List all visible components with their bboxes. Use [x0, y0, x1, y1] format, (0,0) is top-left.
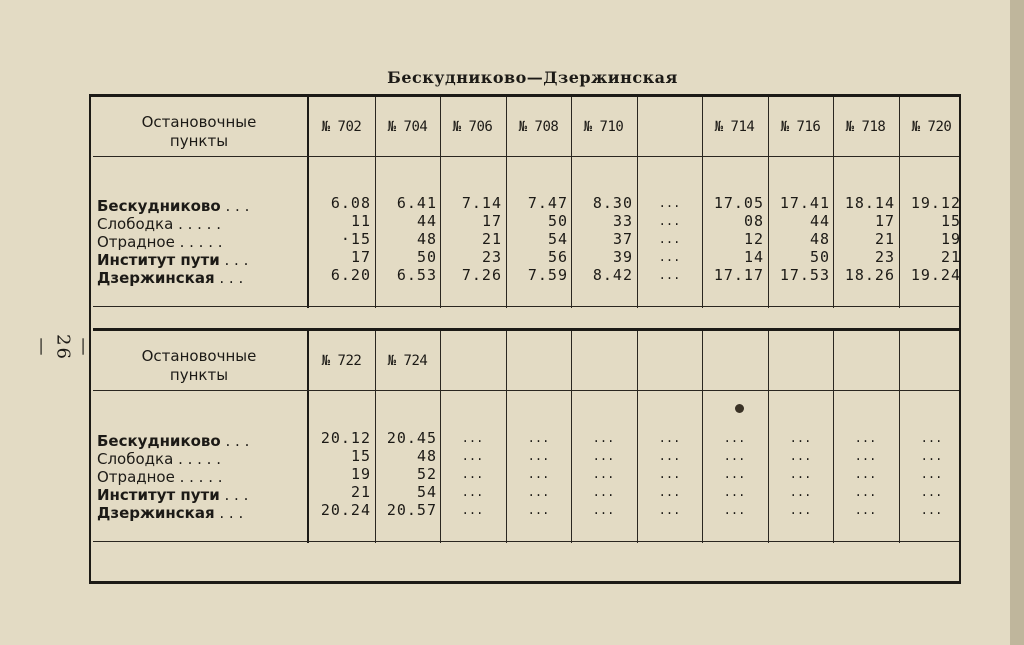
train-number: № 710 — [583, 119, 624, 135]
departure-time: 08 — [743, 212, 764, 230]
filler-dots: ... — [658, 449, 681, 463]
filler-dots: ... — [789, 503, 812, 517]
station-dots: . . . — [220, 197, 250, 215]
station-dots: . . . . . — [173, 450, 221, 468]
station-row — [97, 450, 307, 468]
stops-header-line2: пункты — [169, 366, 229, 384]
station-row — [97, 215, 307, 233]
filler-dots: ... — [789, 485, 812, 499]
departure-time: 8.30 — [592, 194, 633, 212]
departure-time: 15 — [940, 212, 961, 230]
departure-time: 54 — [416, 483, 437, 501]
train-number: № 714 — [714, 119, 755, 135]
train-number: № 716 — [780, 119, 821, 135]
filler-dots: ... — [789, 467, 812, 481]
departure-time: 8.42 — [592, 266, 633, 284]
filler-dots: ... — [461, 431, 484, 445]
filler-dots: ... — [592, 431, 615, 445]
time-column — [375, 194, 437, 284]
departure-time: 7.47 — [527, 194, 568, 212]
filler-dots: ... — [920, 503, 943, 517]
filler-dots: ... — [854, 503, 877, 517]
station-name: Бескудниково — [97, 197, 221, 215]
header-rule-1 — [93, 156, 959, 157]
departure-time: 18.26 — [844, 266, 895, 284]
page-title: Бескудниково—Дзержинская — [387, 68, 678, 87]
filler-dots: ... — [658, 467, 681, 481]
train-number: № 724 — [387, 353, 428, 369]
departure-time: 17 — [350, 248, 371, 266]
train-number: № 702 — [321, 119, 362, 135]
filler-dots: ... — [854, 485, 877, 499]
station-name: Отрадное — [97, 233, 175, 251]
filler-dots: ... — [658, 431, 681, 445]
timetable-block-1 — [89, 97, 961, 308]
filler-dots: ... — [461, 503, 484, 517]
stops-header — [89, 347, 309, 385]
filler-dots: ... — [527, 503, 550, 517]
time-column — [702, 194, 764, 284]
filler-dots: ... — [592, 449, 615, 463]
stops-header-line2: пункты — [169, 132, 229, 150]
time-column — [571, 194, 633, 284]
station-name: Дзержинская — [97, 269, 215, 287]
departure-time: 17.05 — [713, 194, 764, 212]
departure-time: ·15 — [340, 230, 371, 248]
station-name: Институт пути — [97, 486, 220, 504]
stops-header-line1: Остановочные — [141, 113, 257, 131]
station-dots: . . . — [214, 504, 244, 522]
departure-time: 20.12 — [320, 429, 371, 447]
departure-time: 20.57 — [386, 501, 437, 519]
departure-time: 52 — [416, 465, 437, 483]
departure-time: 50 — [809, 248, 830, 266]
filler-dots: ... — [658, 250, 681, 264]
station-row — [97, 251, 307, 269]
filler-column — [833, 429, 898, 519]
departure-time: 33 — [612, 212, 633, 230]
filler-column — [571, 429, 636, 519]
departure-time: 44 — [809, 212, 830, 230]
departure-time: 50 — [547, 212, 568, 230]
departure-time: 14 — [743, 248, 764, 266]
stops-header-line1: Остановочные — [141, 347, 257, 365]
time-column — [309, 194, 371, 284]
header-rule-2 — [93, 390, 959, 391]
station-list — [97, 197, 307, 287]
time-column — [833, 194, 895, 284]
station-name: Слободка — [97, 450, 174, 468]
departure-time: 19.24 — [910, 266, 961, 284]
train-number: № 704 — [387, 119, 428, 135]
filler-dots: ... — [461, 467, 484, 481]
station-name: Слободка — [97, 215, 174, 233]
station-name: Бескудниково — [97, 432, 221, 450]
filler-dots: ... — [527, 449, 550, 463]
station-dots: . . . . . — [174, 233, 223, 251]
departure-time: 50 — [416, 248, 437, 266]
page-number: — 26 — — [31, 334, 95, 361]
departure-time: 21 — [940, 248, 961, 266]
time-column — [768, 194, 830, 284]
departure-time: 54 — [547, 230, 568, 248]
departure-time: 44 — [416, 212, 437, 230]
train-number: № 722 — [321, 353, 362, 369]
departure-time: 17.17 — [713, 266, 764, 284]
filler-dots: ... — [592, 485, 615, 499]
station-dots: . . . — [219, 251, 249, 269]
timetable-block-2 — [89, 331, 961, 543]
departure-time: 21 — [874, 230, 895, 248]
departure-time: 17 — [874, 212, 895, 230]
station-row — [97, 504, 307, 522]
filler-dots: ... — [658, 232, 681, 246]
departure-time: 11 — [350, 212, 371, 230]
station-dots: . . . — [214, 269, 244, 287]
filler-dots: ... — [527, 485, 550, 499]
station-name: Отрадное — [97, 468, 175, 486]
departure-time: 7.26 — [461, 266, 502, 284]
filler-dots: ... — [789, 431, 812, 445]
time-column — [440, 194, 502, 284]
station-row — [97, 197, 307, 215]
filler-dots: ... — [920, 431, 943, 445]
filler-dots: ... — [854, 467, 877, 481]
filler-dots: ... — [527, 467, 550, 481]
departure-time: 17.53 — [779, 266, 830, 284]
departure-time: 48 — [809, 230, 830, 248]
departure-time: 21 — [481, 230, 502, 248]
filler-column — [637, 429, 702, 519]
stops-header — [89, 113, 309, 151]
station-name: Институт пути — [97, 251, 220, 269]
filler-dots: ... — [658, 268, 681, 282]
departure-time: 39 — [612, 248, 633, 266]
station-row — [97, 269, 307, 287]
departure-time: 56 — [547, 248, 568, 266]
filler-dots: ... — [592, 467, 615, 481]
filler-dots: ... — [527, 431, 550, 445]
station-dots: . . . . . — [174, 468, 223, 486]
filler-dots: ... — [920, 467, 943, 481]
departure-time: 23 — [481, 248, 502, 266]
time-column — [506, 194, 568, 284]
page-edge — [1010, 0, 1024, 645]
filler-dots: ... — [854, 449, 877, 463]
filler-column — [637, 194, 702, 284]
departure-time: 18.14 — [844, 194, 895, 212]
departure-time: 6.20 — [330, 266, 371, 284]
station-row — [97, 468, 307, 486]
station-row — [97, 486, 307, 504]
station-dots: . . . — [220, 432, 250, 450]
filler-dots: ... — [789, 449, 812, 463]
filler-dots: ... — [461, 485, 484, 499]
departure-time: 17 — [481, 212, 502, 230]
filler-column — [440, 429, 505, 519]
filler-dots: ... — [723, 431, 746, 445]
train-number: № 718 — [845, 119, 886, 135]
departure-time: 48 — [416, 447, 437, 465]
departure-time: 23 — [874, 248, 895, 266]
filler-dots: ... — [723, 467, 746, 481]
filler-dots: ... — [658, 485, 681, 499]
departure-time: 20.45 — [386, 429, 437, 447]
departure-time: 48 — [416, 230, 437, 248]
filler-dots: ... — [461, 449, 484, 463]
train-number: № 708 — [518, 119, 559, 135]
departure-time: 6.08 — [330, 194, 371, 212]
station-row — [97, 432, 307, 450]
train-number: № 706 — [452, 119, 493, 135]
station-dots: . . . . . — [173, 215, 221, 233]
departure-time: 21 — [350, 483, 371, 501]
time-column — [375, 429, 437, 519]
paper-speck — [735, 404, 744, 413]
departure-time: 6.41 — [396, 194, 437, 212]
time-column — [309, 429, 371, 519]
departure-time: 7.14 — [461, 194, 502, 212]
bottom-rule-2 — [93, 541, 959, 542]
filler-dots: ... — [658, 503, 681, 517]
filler-dots: ... — [723, 485, 746, 499]
station-dots: . . . — [219, 486, 249, 504]
filler-dots: ... — [723, 449, 746, 463]
departure-time: 19 — [350, 465, 371, 483]
departure-time: 19.12 — [910, 194, 961, 212]
departure-time: 7.59 — [527, 266, 568, 284]
filler-column — [506, 429, 571, 519]
filler-column — [899, 429, 964, 519]
departure-time: 19 — [940, 230, 961, 248]
filler-dots: ... — [723, 503, 746, 517]
departure-time: 37 — [612, 230, 633, 248]
filler-dots: ... — [658, 214, 681, 228]
station-row — [97, 233, 307, 251]
filler-dots: ... — [920, 485, 943, 499]
bottom-rule-1 — [93, 306, 959, 307]
train-number: № 720 — [911, 119, 952, 135]
station-name: Дзержинская — [97, 504, 215, 522]
departure-time: 17.41 — [779, 194, 830, 212]
station-list — [97, 432, 307, 522]
filler-column — [702, 429, 767, 519]
departure-time: 12 — [743, 230, 764, 248]
time-column — [899, 194, 961, 284]
departure-time: 15 — [350, 447, 371, 465]
filler-dots: ... — [854, 431, 877, 445]
filler-dots: ... — [920, 449, 943, 463]
filler-column — [768, 429, 833, 519]
departure-time: 6.53 — [396, 266, 437, 284]
departure-time: 20.24 — [320, 501, 371, 519]
filler-dots: ... — [592, 503, 615, 517]
filler-dots: ... — [658, 196, 681, 210]
